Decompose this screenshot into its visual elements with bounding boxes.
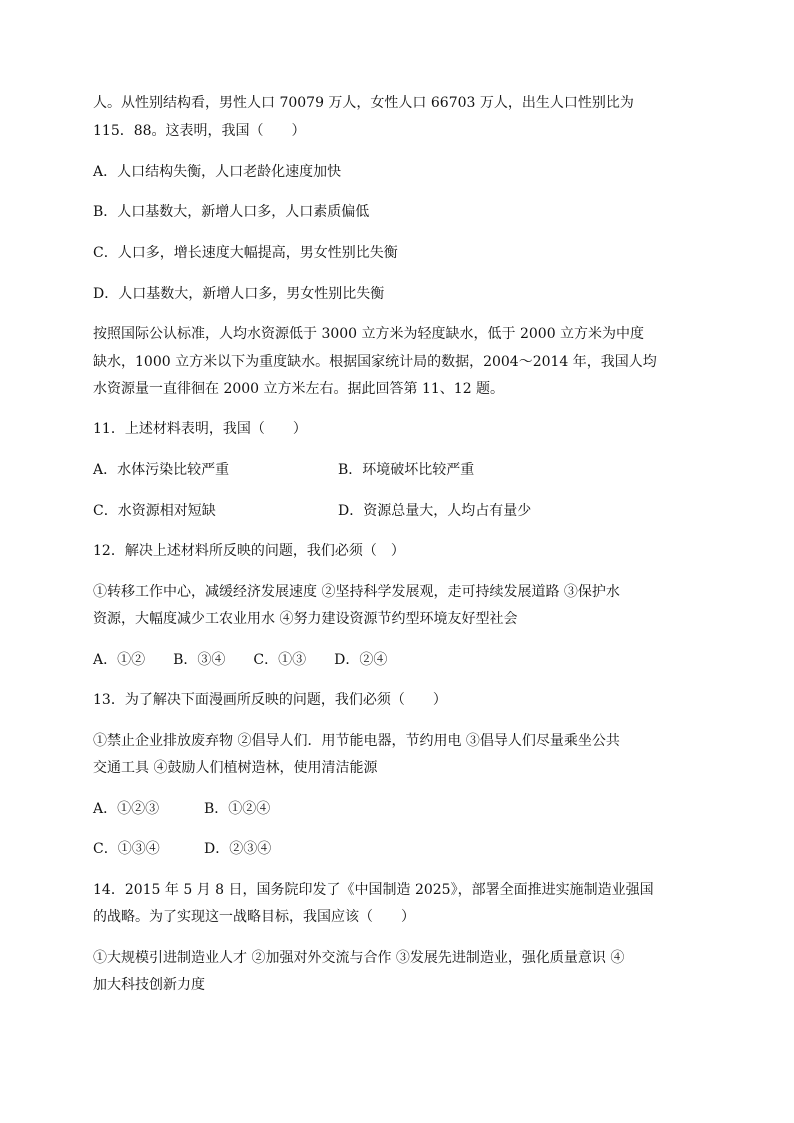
q14-items-line2: 加大科技创新力度 — [93, 977, 205, 993]
q14-items-line1: ①大规模引进制造业人才 ②加强对外交流与合作 ③发展先进制造业，强化质量意识 ④ — [93, 950, 625, 966]
q14-stem-line1: 14．2015 年 5 月 8 日，国务院印发了《中国制造 2025》，部署全面推进实施制造业强国 — [93, 882, 654, 898]
q10-option-c: C．人口多，增长速度大幅提高，男女性别比失衡 — [93, 245, 398, 261]
q14-stem-line2: 的战略。为了实现这一战略目标，我国应该（ ） — [93, 909, 415, 925]
q13-option-a: A．①②③ — [93, 801, 160, 817]
q13-items-line1: ①禁止企业排放废弃物 ②倡导人们．用节能电器，节约用电 ③倡导人们尽量乘坐公共 — [93, 733, 620, 749]
q12-items-line1: ①转移工作中心，减缓经济发展速度 ②坚持科学发展观，走可持续发展道路 ③保护水 — [93, 584, 620, 600]
q11-option-a: A．水体污染比较严重 — [93, 462, 230, 478]
q11-option-d: D．资源总量大，人均占有量少 — [338, 503, 532, 519]
q11-option-b: B．环境破坏比较严重 — [338, 462, 475, 478]
q11-stem: 11．上述材料表明，我国（ ） — [93, 421, 307, 437]
q13-stem: 13．为了解决下面漫画所反映的问题，我们必须（ ） — [93, 692, 447, 708]
material-line2: 缺水，1000 立方米以下为重度缺水。根据国家统计局的数据，2004～2014 年，我国人均 — [93, 354, 657, 370]
q10-option-b: B．人口基数大，新增人口多，人口素质偏低 — [93, 204, 370, 220]
q10-stem-line1: 人。从性别结构看，男性人口 70079 万人，女性人口 66703 万人，出生人口性别比为 — [93, 95, 634, 111]
q13-option-d: D．②③④ — [204, 841, 272, 857]
q12-options: A．①② B．③④ C．①③ D．②④ — [93, 652, 388, 668]
q10-option-d: D．人口基数大，新增人口多，男女性别比失衡 — [93, 286, 385, 302]
material-line1: 按照国际公认标准，人均水资源低于 3000 立方米为轻度缺水，低于 2000 立方米为中度 — [93, 326, 645, 342]
q10-stem-line2: 115．88。这表明，我国（ ） — [93, 123, 306, 139]
q13-option-b: B．①②④ — [204, 801, 271, 817]
q10-option-a: A．人口结构失衡，人口老龄化速度加快 — [93, 164, 342, 180]
q13-option-c: C．①③④ — [93, 841, 160, 857]
q13-items-line2: 交通工具 ④鼓励人们植树造林，使用清洁能源 — [93, 760, 378, 776]
material-line3: 水资源量一直徘徊在 2000 立方米左右。据此回答第 11、12 题。 — [93, 381, 505, 397]
q11-option-c: C．水资源相对短缺 — [93, 503, 216, 519]
q12-stem: 12．解决上述材料所反映的问题，我们必须（ ） — [93, 543, 405, 559]
q12-items-line2: 资源，大幅度减少工农业用水 ④努力建设资源节约型环境友好型社会 — [93, 611, 518, 627]
